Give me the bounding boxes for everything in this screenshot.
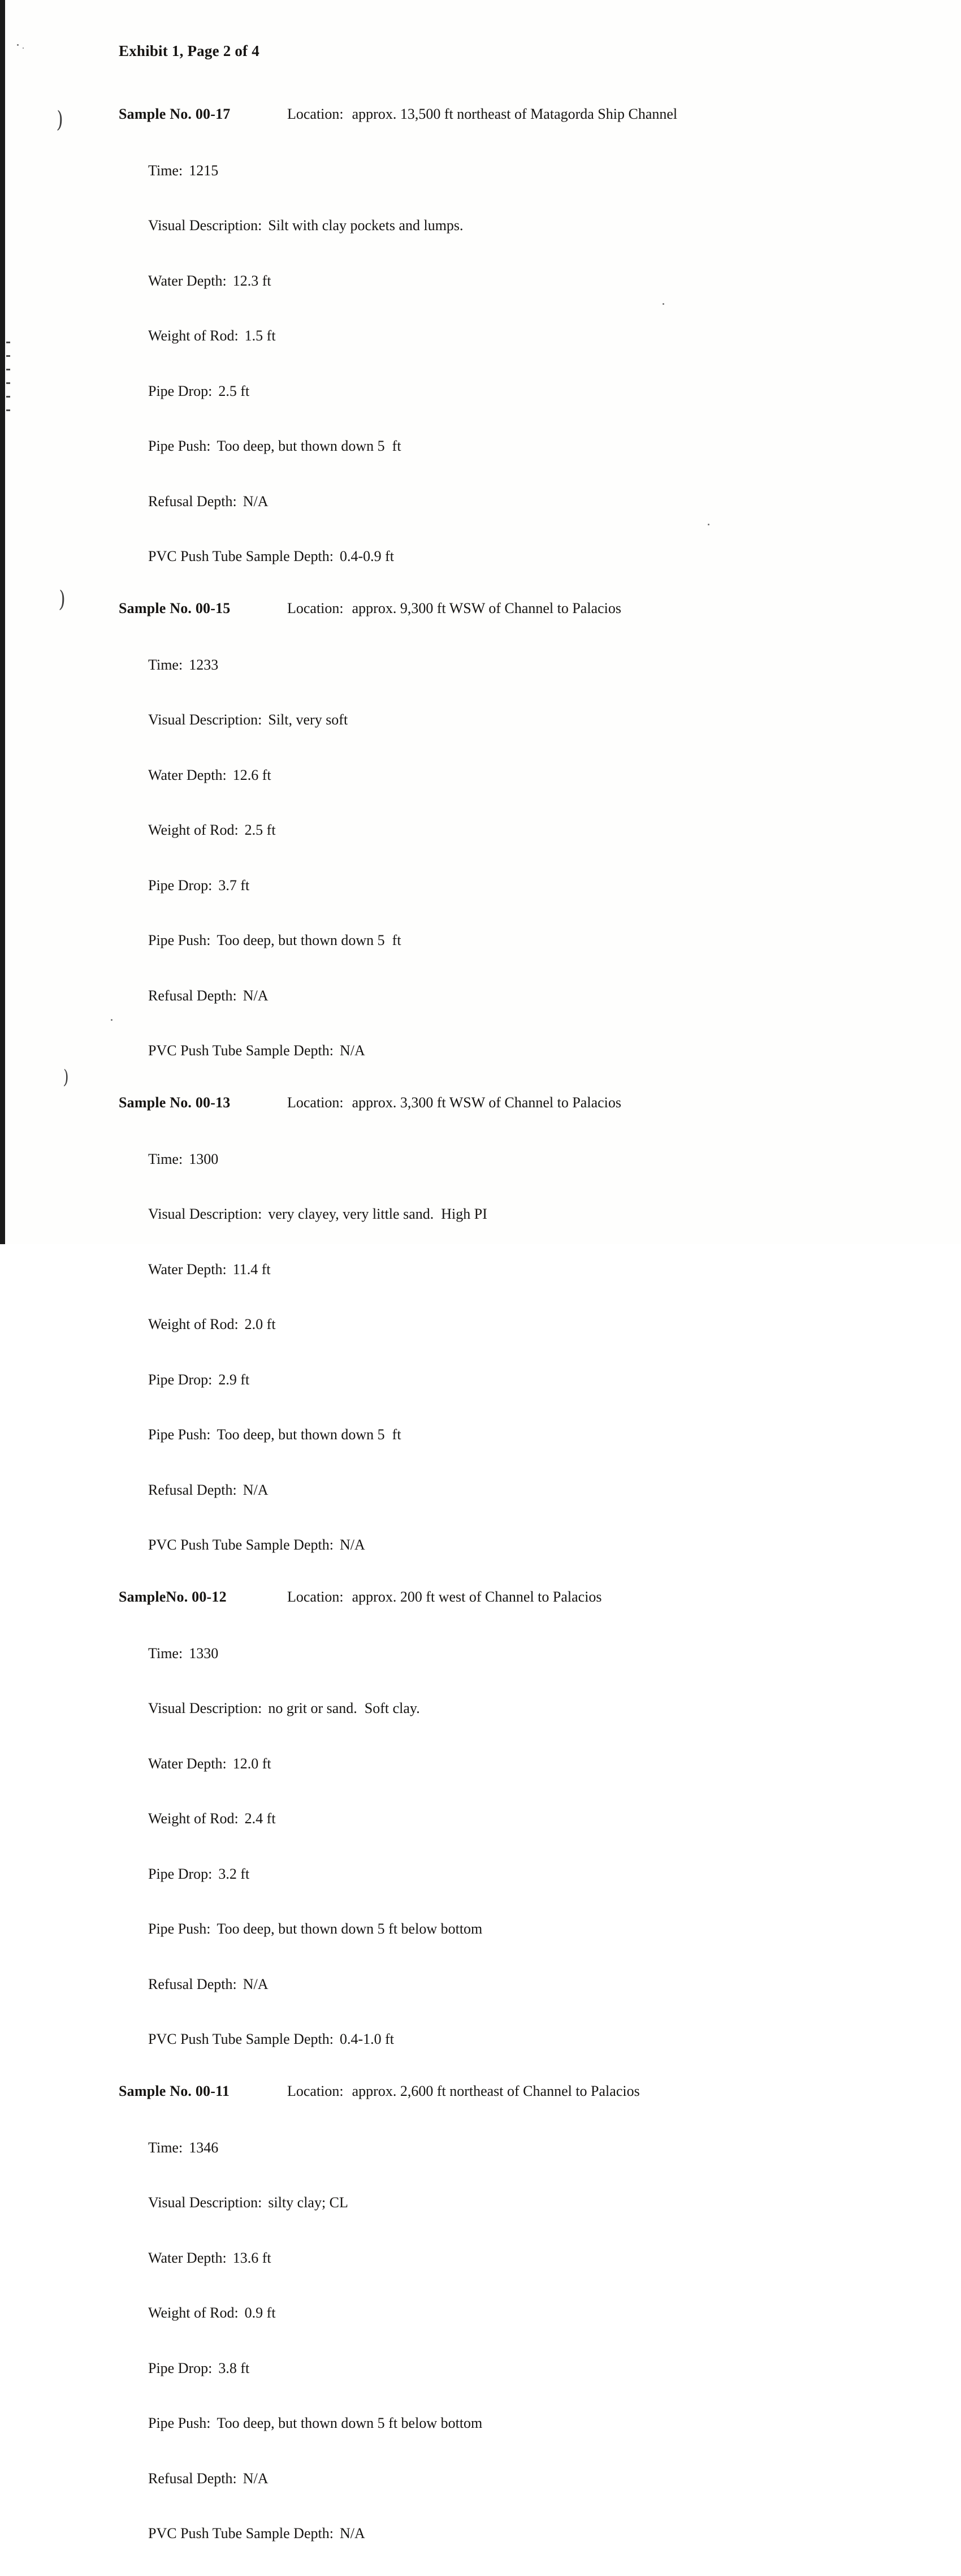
- field-line: [119, 364, 871, 419]
- field-label: Time:: [148, 2139, 183, 2156]
- field-label: Pipe Push:: [148, 932, 211, 948]
- field-value: 12.3 ft: [232, 272, 271, 289]
- field-line: [119, 1736, 871, 1792]
- document-content: [119, 42, 871, 2576]
- sample-heading: [119, 1093, 871, 1112]
- field-label: Water Depth:: [148, 2249, 227, 2266]
- field-value: N/A: [243, 987, 269, 1004]
- field-label: Pipe Drop:: [148, 1865, 213, 1882]
- field-value: N/A: [243, 1481, 269, 1498]
- field-label: PVC Push Tube Sample Depth:: [148, 1537, 334, 1553]
- field-line: [119, 1462, 871, 1518]
- scan-speckle: [17, 44, 19, 46]
- field-line: [119, 199, 871, 254]
- location-value: approx. 9,300 ft WSW of Channel to Palacios: [352, 600, 621, 616]
- field-line: [119, 253, 871, 309]
- location-label: Location:: [287, 1094, 344, 1111]
- sample-location: [287, 599, 621, 618]
- field-line: [119, 803, 871, 858]
- sample-record: [119, 1587, 871, 2067]
- sample-record: [119, 2082, 871, 2561]
- field-value: Too deep, but thown down 5 ft: [217, 438, 401, 454]
- field-line: [119, 1242, 871, 1297]
- field-value: 1330: [189, 1645, 219, 1662]
- field-label: Refusal Depth:: [148, 987, 237, 1004]
- field-value: 3.7 ft: [218, 877, 250, 894]
- field-value: 0.4-1.0 ft: [339, 2031, 394, 2047]
- field-label: Visual Description:: [148, 1700, 262, 1716]
- field-label: Visual Description:: [148, 217, 262, 234]
- field-label: Pipe Push:: [148, 1921, 211, 1937]
- field-line: [119, 2396, 871, 2452]
- field-value: 1233: [189, 656, 219, 673]
- field-line: [119, 1792, 871, 1847]
- field-label: Weight of Rod:: [148, 327, 239, 344]
- field-value: 0.4-0.9 ft: [339, 548, 394, 564]
- field-value: 1300: [189, 1150, 219, 1167]
- sample-heading: [119, 1587, 871, 1606]
- field-label: Pipe Drop:: [148, 877, 213, 894]
- sample-fields: [119, 2120, 871, 2561]
- field-line: [119, 1297, 871, 1353]
- field-label: Weight of Rod:: [148, 822, 239, 838]
- field-label: Water Depth:: [148, 1755, 227, 1772]
- scan-speckle: [6, 355, 10, 357]
- field-value: Silt, very soft: [268, 711, 348, 728]
- field-value: 1346: [189, 2139, 219, 2156]
- field-label: Refusal Depth:: [148, 2470, 237, 2487]
- field-label: Refusal Depth:: [148, 1975, 237, 1992]
- location-label: Location:: [287, 1589, 344, 1605]
- field-label: Time:: [148, 656, 183, 673]
- field-value: very clayey, very little sand. High PI: [268, 1206, 487, 1222]
- sample-record: [119, 105, 871, 584]
- field-line: [119, 1187, 871, 1242]
- field-label: Refusal Depth:: [148, 1481, 237, 1498]
- field-value: 3.2 ft: [218, 1865, 250, 1882]
- field-label: Visual Description:: [148, 711, 262, 728]
- field-line: [119, 1846, 871, 1902]
- field-value: no grit or sand. Soft clay.: [268, 1700, 420, 1716]
- field-line: [119, 1352, 871, 1408]
- field-label: Visual Description:: [148, 1206, 262, 1222]
- handwritten-paren-mark: ): [56, 106, 64, 133]
- field-label: Pipe Drop:: [148, 2359, 213, 2376]
- field-line: [119, 1681, 871, 1737]
- field-line: [119, 1518, 871, 1573]
- field-line: [119, 1408, 871, 1463]
- field-line: [119, 474, 871, 529]
- field-value: 0.9 ft: [244, 2305, 276, 2321]
- sample-heading: [119, 2082, 871, 2100]
- sample-number: Sample No. 00-15: [119, 600, 231, 616]
- location-label: Location:: [287, 600, 344, 616]
- field-line: [119, 419, 871, 474]
- field-label: Pipe Push:: [148, 2415, 211, 2431]
- field-label: Refusal Depth:: [148, 493, 237, 510]
- field-value: N/A: [243, 493, 269, 510]
- field-value: 11.4 ft: [232, 1261, 271, 1278]
- field-label: Weight of Rod:: [148, 1316, 239, 1332]
- location-value: approx. 200 ft west of Channel to Palacios: [352, 1589, 602, 1605]
- scan-speckle: [6, 409, 10, 411]
- field-line: [119, 143, 871, 199]
- field-value: 2.9 ft: [218, 1371, 250, 1388]
- sample-number: SampleNo. 00-12: [119, 1589, 227, 1605]
- sample-location: [287, 1093, 621, 1112]
- field-line: [119, 693, 871, 748]
- field-label: Time:: [148, 1645, 183, 1662]
- field-line: [119, 2286, 871, 2341]
- field-label: Water Depth:: [148, 766, 227, 783]
- field-line: [119, 1957, 871, 2012]
- field-value: 12.6 ft: [232, 766, 271, 783]
- scan-speckle: [6, 396, 10, 398]
- field-value: 2.4 ft: [244, 1810, 276, 1827]
- field-value: Too deep, but thown down 5 ft below bottom: [217, 1921, 483, 1937]
- field-line: [119, 1024, 871, 1079]
- field-label: Pipe Push:: [148, 438, 211, 454]
- sample-number: Sample No. 00-13: [119, 1094, 231, 1111]
- field-value: Too deep, but thown down 5 ft: [217, 932, 401, 948]
- field-value: 2.5 ft: [218, 382, 250, 399]
- sample-heading: [119, 105, 871, 123]
- scan-speckle: [6, 369, 10, 370]
- sample-number: Sample No. 00-11: [119, 2083, 230, 2099]
- location-value: approx. 2,600 ft northeast of Channel to Palacios: [352, 2083, 640, 2099]
- field-line: [119, 2506, 871, 2562]
- scan-speckle: [111, 1019, 112, 1021]
- field-line: [119, 1626, 871, 1681]
- field-label: PVC Push Tube Sample Depth:: [148, 2031, 334, 2047]
- field-label: PVC Push Tube Sample Depth:: [148, 1042, 334, 1059]
- scan-speckle: [6, 382, 10, 384]
- field-line: [119, 913, 871, 969]
- field-value: Silt with clay pockets and lumps.: [268, 217, 464, 234]
- field-label: Water Depth:: [148, 1261, 227, 1278]
- field-value: 13.6 ft: [232, 2249, 271, 2266]
- sample-fields: [119, 1132, 871, 1573]
- field-line: [119, 1132, 871, 1187]
- field-value: N/A: [339, 2525, 365, 2542]
- location-value: approx. 13,500 ft northeast of Matagorda Ship Channel: [352, 106, 678, 122]
- field-label: PVC Push Tube Sample Depth:: [148, 2525, 334, 2542]
- sample-fields: [119, 637, 871, 1078]
- sample-heading: [119, 599, 871, 618]
- field-value: 1.5 ft: [244, 327, 276, 344]
- field-label: PVC Push Tube Sample Depth:: [148, 548, 334, 564]
- sample-record: [119, 1093, 871, 1573]
- field-line: [119, 858, 871, 913]
- sample-record: [119, 599, 871, 1078]
- samples-list: [119, 105, 871, 2561]
- field-label: Visual Description:: [148, 2194, 262, 2211]
- field-label: Time:: [148, 162, 183, 179]
- field-value: 1215: [189, 162, 219, 179]
- field-value: 12.0 ft: [232, 1755, 271, 1772]
- field-line: [119, 1902, 871, 1957]
- field-value: Too deep, but thown down 5 ft: [217, 1426, 401, 1443]
- field-line: [119, 2451, 871, 2506]
- sample-fields: [119, 1626, 871, 2067]
- sample-fields: [119, 143, 871, 584]
- field-value: silty clay; CL: [268, 2194, 348, 2211]
- sample-number: Sample No. 00-17: [119, 106, 231, 122]
- sample-location: [287, 2082, 640, 2100]
- field-value: 3.8 ft: [218, 2359, 250, 2376]
- field-line: [119, 637, 871, 693]
- sample-location: [287, 105, 677, 123]
- page-header: Exhibit 1, Page 2 of 4: [119, 42, 259, 59]
- field-line: [119, 309, 871, 364]
- field-line: [119, 2341, 871, 2396]
- field-value: N/A: [243, 2470, 269, 2487]
- location-value: approx. 3,300 ft WSW of Channel to Palacios: [352, 1094, 621, 1111]
- handwritten-paren-mark: ): [58, 586, 66, 613]
- field-label: Pipe Push:: [148, 1426, 211, 1443]
- scan-edge-bar: [0, 0, 5, 1244]
- field-line: [119, 529, 871, 585]
- field-line: [119, 2230, 871, 2286]
- sample-location: [287, 1587, 602, 1606]
- field-value: N/A: [339, 1537, 365, 1553]
- field-line: [119, 968, 871, 1024]
- field-line: [119, 2176, 871, 2231]
- field-value: Too deep, but thown down 5 ft below bottom: [217, 2415, 483, 2431]
- field-value: N/A: [339, 1042, 365, 1059]
- field-label: Time:: [148, 1150, 183, 1167]
- field-value: N/A: [243, 1975, 269, 1992]
- field-line: [119, 748, 871, 803]
- field-value: 2.5 ft: [244, 822, 276, 838]
- handwritten-paren-mark: ): [63, 1065, 70, 1089]
- field-label: Pipe Drop:: [148, 1371, 213, 1388]
- field-line: [119, 2012, 871, 2068]
- field-label: Pipe Drop:: [148, 382, 213, 399]
- location-label: Location:: [287, 2083, 344, 2099]
- location-label: Location:: [287, 106, 344, 122]
- field-label: Weight of Rod:: [148, 2305, 239, 2321]
- scan-speckle: [6, 342, 10, 343]
- field-label: Weight of Rod:: [148, 1810, 239, 1827]
- field-value: 2.0 ft: [244, 1316, 276, 1332]
- field-label: Water Depth:: [148, 272, 227, 289]
- scan-speckle: [23, 48, 24, 49]
- field-line: [119, 2120, 871, 2176]
